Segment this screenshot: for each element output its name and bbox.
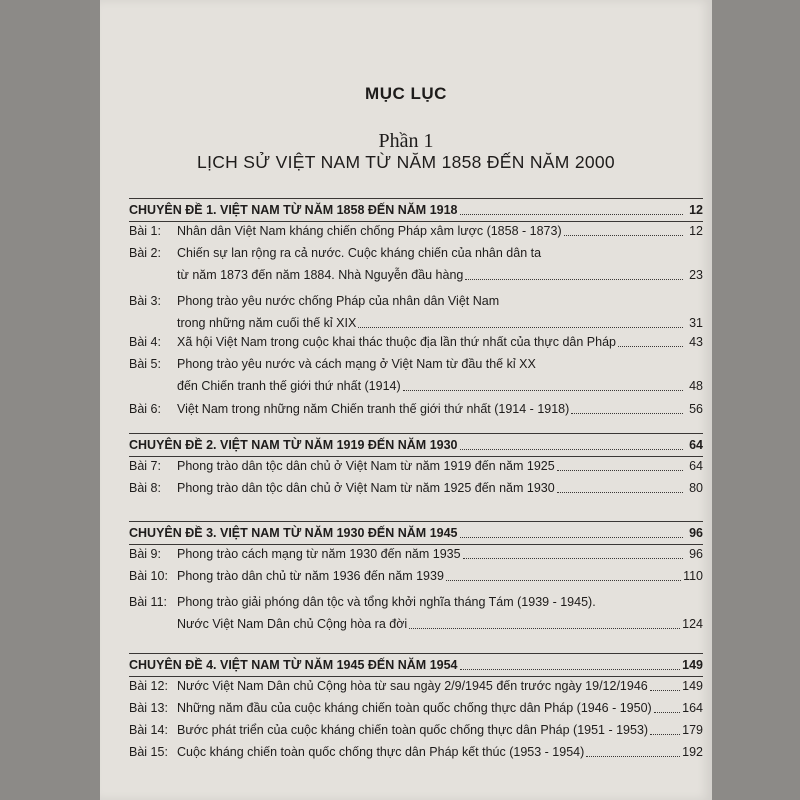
lesson-row: [129, 376, 703, 396]
page-number: 12: [689, 224, 703, 238]
page-number: 124: [682, 617, 703, 631]
dot-leader: [654, 698, 680, 713]
lesson-row: [129, 544, 703, 564]
lesson-title-line: Những năm đầu của cuộc kháng chiến toàn quốc chống thực dân Pháp (1946 - 1950): [177, 701, 652, 715]
lesson-title-line: Nước Việt Nam Dân chủ Cộng hòa ra đời: [177, 617, 408, 631]
page-number: 192: [682, 745, 703, 759]
page-number: 149: [682, 679, 703, 693]
lesson-row: [129, 676, 703, 696]
page-number: 179: [682, 723, 703, 737]
lesson-row: [129, 698, 703, 718]
lesson-row: [129, 742, 703, 762]
dot-leader: [571, 399, 683, 414]
dot-leader: [463, 544, 683, 559]
chapter-title: CHUYÊN ĐỀ 3. VIỆT NAM TỪ NĂM 1930 ĐẾN NĂM 1945: [129, 526, 458, 540]
dot-leader: [358, 313, 683, 328]
page-number: 64: [689, 438, 703, 452]
lesson-label: Bài 1:: [129, 224, 161, 238]
book-page: [100, 0, 712, 800]
page-number: 48: [689, 379, 703, 393]
dot-leader: [586, 742, 680, 757]
lesson-label: Bài 2:: [129, 246, 161, 260]
lesson-label: Bài 13:: [129, 701, 168, 715]
dot-leader: [460, 523, 684, 538]
lesson-title-line: Phong trào yêu nước và cách mạng ở Việt Nam từ đầu thế kỉ XX: [177, 357, 536, 371]
part-title: LỊCH SỬ VIỆT NAM TỪ NĂM 1858 ĐẾN NĂM 2000: [197, 152, 615, 172]
page-number: 64: [689, 459, 703, 473]
lesson-label: Bài 12:: [129, 679, 168, 693]
lesson-label: Bài 5:: [129, 357, 161, 371]
page-number: 31: [689, 316, 703, 330]
lesson-row: [129, 221, 703, 241]
dot-leader: [460, 655, 681, 670]
chapter-title: CHUYÊN ĐỀ 1. VIỆT NAM TỪ NĂM 1858 ĐẾN NĂM 1918: [129, 203, 458, 217]
toc-heading: MỤC LỤC: [365, 84, 447, 103]
chapter-divider: [129, 433, 703, 434]
dot-leader: [650, 676, 680, 691]
lesson-label: Bài 3:: [129, 294, 161, 308]
page-number: 96: [689, 526, 703, 540]
dot-leader: [650, 720, 680, 735]
lesson-title-line: Phong trào giải phóng dân tộc và tổng khởi nghĩa tháng Tám (1939 - 1945).: [177, 595, 596, 609]
dot-leader: [564, 221, 683, 236]
lesson-row: [129, 243, 703, 263]
lesson-title-line: Phong trào cách mạng từ năm 1930 đến năm 1935: [177, 547, 461, 561]
lesson-title-line: Phong trào yêu nước chống Pháp của nhân dân Việt Nam: [177, 294, 500, 308]
lesson-row: [129, 720, 703, 740]
chapter-row: [129, 655, 703, 675]
lesson-title-line: từ năm 1873 đến năm 1884. Nhà Nguyễn đầu hàng: [177, 268, 464, 282]
part-label: Phần 1: [378, 130, 434, 152]
lesson-row: [129, 478, 703, 498]
lesson-title-line: Xã hội Việt Nam trong cuộc khai thác thuộc địa lần thứ nhất của thực dân Pháp: [177, 335, 617, 349]
chapter-title: CHUYÊN ĐỀ 4. VIỆT NAM TỪ NĂM 1945 ĐẾN NĂM 1954: [129, 658, 458, 672]
lesson-title-line: Phong trào dân tộc dân chủ ở Việt Nam từ năm 1925 đến năm 1930: [177, 481, 555, 495]
lesson-title-line: Phong trào dân tộc dân chủ ở Việt Nam từ năm 1919 đến năm 1925: [177, 459, 555, 473]
page-number: 164: [682, 701, 703, 715]
page-number: 43: [689, 335, 703, 349]
lesson-row: [129, 313, 703, 333]
lesson-row: [129, 354, 703, 374]
dot-leader: [460, 435, 684, 450]
page-number: 80: [689, 481, 703, 495]
lesson-title-line: Chiến sự lan rộng ra cả nước. Cuộc kháng chiến của nhân dân ta: [177, 246, 542, 260]
lesson-label: Bài 6:: [129, 402, 161, 416]
dot-leader: [618, 332, 683, 347]
lesson-row: [129, 456, 703, 476]
dot-leader: [446, 566, 681, 581]
dot-leader: [403, 376, 683, 391]
chapter-row: [129, 523, 703, 543]
page-number: 110: [683, 569, 703, 583]
dot-leader: [460, 200, 684, 215]
dot-leader: [557, 456, 683, 471]
chapter-divider: [129, 198, 703, 199]
page-number: 149: [682, 658, 703, 672]
chapter-row: [129, 435, 703, 455]
lesson-label: Bài 9:: [129, 547, 161, 561]
lesson-row: [129, 399, 703, 419]
dot-leader: [465, 265, 683, 280]
dot-leader: [409, 614, 680, 629]
lesson-row: [129, 332, 703, 352]
page-number: 96: [689, 547, 703, 561]
lesson-title-line: Việt Nam trong những năm Chiến tranh thế giới thứ nhất (1914 - 1918): [177, 402, 570, 416]
lesson-label: Bài 15:: [129, 745, 168, 759]
lesson-title-line: Phong trào dân chủ từ năm 1936 đến năm 1939: [177, 569, 444, 583]
lesson-row: [129, 566, 703, 586]
lesson-title-line: đến Chiến tranh thế giới thứ nhất (1914): [177, 379, 401, 393]
lesson-label: Bài 8:: [129, 481, 161, 495]
chapter-divider: [129, 653, 703, 654]
chapter-title: CHUYÊN ĐỀ 2. VIỆT NAM TỪ NĂM 1919 ĐẾN NĂM 1930: [129, 438, 458, 452]
lesson-title-line: Cuộc kháng chiến toàn quốc chống thực dân Pháp kết thúc (1953 - 1954): [177, 745, 585, 759]
page-number: 23: [689, 268, 703, 282]
lesson-title-line: Bước phát triển của cuộc kháng chiến toàn quốc chống thực dân Pháp (1951 - 1953): [177, 723, 649, 737]
lesson-label: Bài 11:: [129, 595, 167, 609]
lesson-row: [129, 592, 703, 612]
lesson-row: [129, 614, 703, 634]
page-number: 12: [689, 203, 703, 217]
lesson-label: Bài 7:: [129, 459, 161, 473]
page-number: 56: [689, 402, 703, 416]
lesson-label: Bài 14:: [129, 723, 168, 737]
chapter-row: [129, 200, 703, 220]
dot-leader: [557, 478, 683, 493]
lesson-title-line: trong những năm cuối thế kỉ XIX: [177, 316, 357, 330]
lesson-label: Bài 10:: [129, 569, 168, 583]
lesson-title-line: Nhân dân Việt Nam kháng chiến chống Pháp xâm lược (1858 - 1873): [177, 224, 562, 238]
lesson-label: Bài 4:: [129, 335, 161, 349]
lesson-row: [129, 265, 703, 285]
lesson-title-line: Nước Việt Nam Dân chủ Cộng hòa từ sau ngày 2/9/1945 đến trước ngày 19/12/1946: [177, 679, 648, 693]
chapter-divider: [129, 521, 703, 522]
lesson-row: [129, 291, 703, 311]
